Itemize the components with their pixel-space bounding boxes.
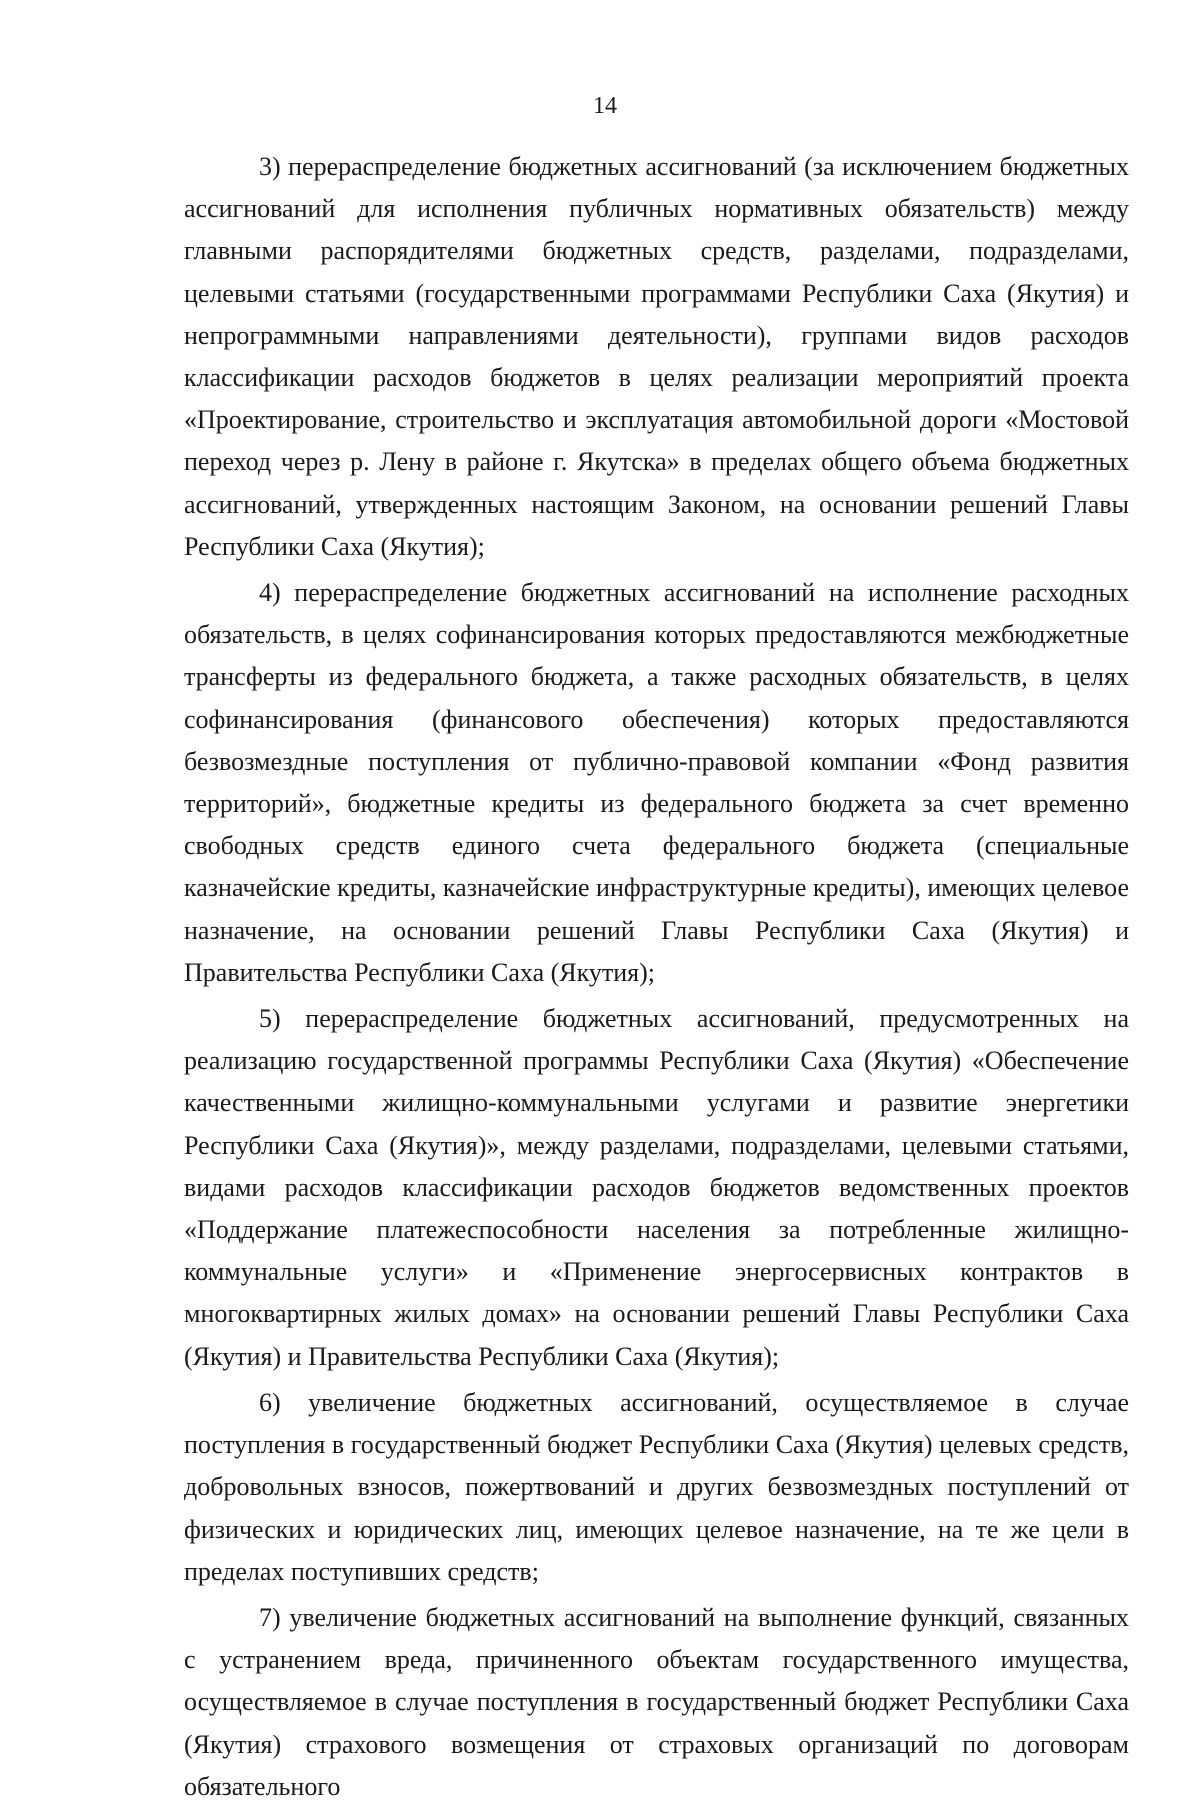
paragraph-item-7: 7) увеличение бюджетных ассигнований на выполнение функций, связанных с устранением вреда, причиненного объектам государственного имущества, осуществляемое в случае поступления в государственный бюджет Республики Саха (Якутия) страхового возмещения от страховых организаций по договорам обязательного bbox=[184, 1602, 1129, 1801]
paragraph-item-6: 6) увеличение бюджетных ассигнований, осуществляемое в случае поступления в государственный бюджет Республики Саха (Якутия) целевых средств, добровольных взносов, пожертвований и других безвозмездных поступлений от физических и юридических лиц, имеющих целевое назначение, на те же цели в пределах поступивших средств; bbox=[184, 1387, 1129, 1586]
document-body bbox=[184, 146, 1129, 1812]
paragraph-item-3: 3) перераспределение бюджетных ассигнований (за исключением бюджетных ассигнований для исполнения публичных нормативных обязательств) между главными распорядителями бюджетных средств, разделами, подразделами, целевыми статьями (государственными программами Республики Саха (Якутия) и непрограммными направлениями деятельности), группами видов расходов классификации расходов бюджетов в целях реализации мероприятий проекта «Проектирование, строительство и эксплуатация автомобильной дороги «Мостовой переход через р. Лену в районе г. Якутска» в пределах общего объема бюджетных ассигнований, утвержденных настоящим Законом, на основании решений Главы Республики Саха (Якутия); bbox=[184, 152, 1129, 561]
paragraph-item-4: 4) перераспределение бюджетных ассигнований на исполнение расходных обязательств, в целях софинансирования которых предоставляются межбюджетные трансферты из федерального бюджета, а также расходных обязательств, в целях софинансирования (финансового обеспечения) которых предоставляются безвозмездные поступления от публично-правовой компании «Фонд развития территорий», бюджетные кредиты из федерального бюджета за счет временно свободных средств единого счета федерального бюджета (специальные казначейские кредиты, казначейские инфраструктурные кредиты), имеющих целевое назначение, на основании решений Главы Республики Саха (Якутия) и Правительства Республики Саха (Якутия); bbox=[184, 578, 1130, 987]
paragraph-item-5: 5) перераспределение бюджетных ассигнований, предусмотренных на реализацию государственной программы Республики Саха (Якутия) «Обеспечение качественными жилищно-коммунальными услугами и развитие энергетики Республики Саха (Якутия)», между разделами, подразделами, целевыми статьями, видами расходов классификации расходов бюджетов ведомственных проектов «Поддержание платежеспособности населения за потребленные жилищно-коммунальные услуги» и «Применение энергосервисных контрактов в многоквартирных жилых домах» на основании решений Главы Республики Саха (Якутия) и Правительства Республики Саха (Якутия); bbox=[184, 1004, 1129, 1371]
page-number: 14 bbox=[593, 93, 617, 119]
